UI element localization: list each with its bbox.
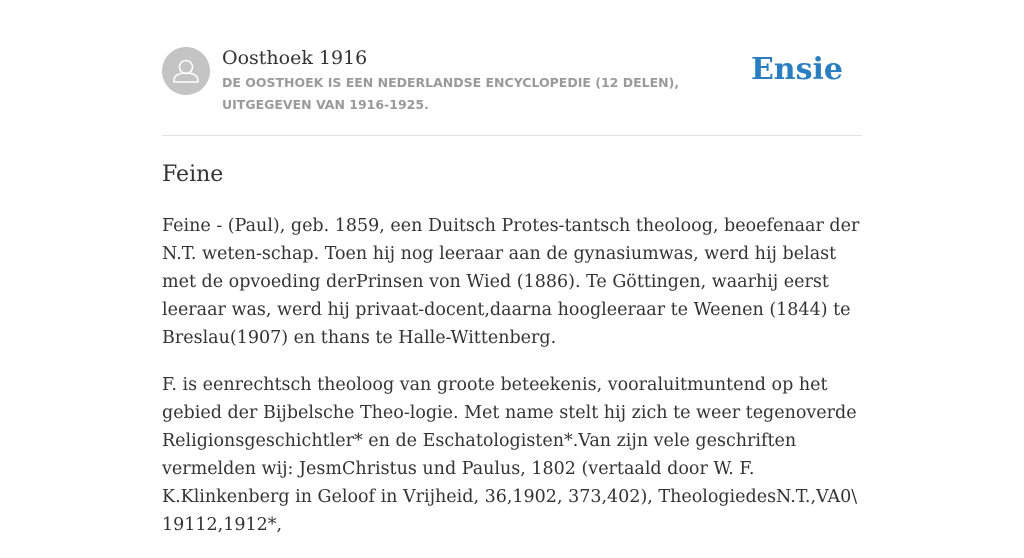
source-avatar[interactable]	[162, 47, 210, 95]
article-title: Feine	[162, 162, 224, 187]
user-icon	[162, 47, 210, 95]
article-paragraph: F. is eenrechtsch theoloog van groote beteekenis, vooraluitmuntend op het gebied der Bijbelsche Theo-logie. Met name stelt hij zich te weer tegenoverde Religionsgeschichtler* en de Eschatologisten*.Van zijn vele geschriften vermelden wij: JesmChristus und Paulus, 1802 (vertaald door W. F. K.Klinkenberg in Geloof in Vrijheid, 36,1902, 373,402), TheologiedesN.T.,VA0\ 19112,1912*,	[162, 375, 858, 535]
source-description: DE OOSTHOEK IS EEN NEDERLANDSE ENCYCLOPEDIE (12 DELEN), UITGEGEVEN VAN 1916-1925.	[222, 75, 680, 112]
article-body	[162, 212, 862, 558]
source-header	[162, 46, 862, 136]
ensie-logo[interactable]: Ensie	[750, 52, 843, 87]
source-title[interactable]: Oosthoek 1916	[222, 47, 368, 69]
header-divider	[162, 135, 862, 136]
article-paragraph: Feine - (Paul), geb. 1859, een Duitsch Protes-tantsch theoloog, beoefenaar der N.T. weten-schap. Toen hij nog leeraar aan de gynasiumwas, werd hij belast met de opvoeding derPrinsen von Wied (1886). Te Göttingen, waarhij eerst leeraar was, werd hij privaat-docent,daarna hoogleeraar te Weenen (1844) te Breslau(1907) en thans te Halle-Wittenberg.	[162, 216, 860, 348]
